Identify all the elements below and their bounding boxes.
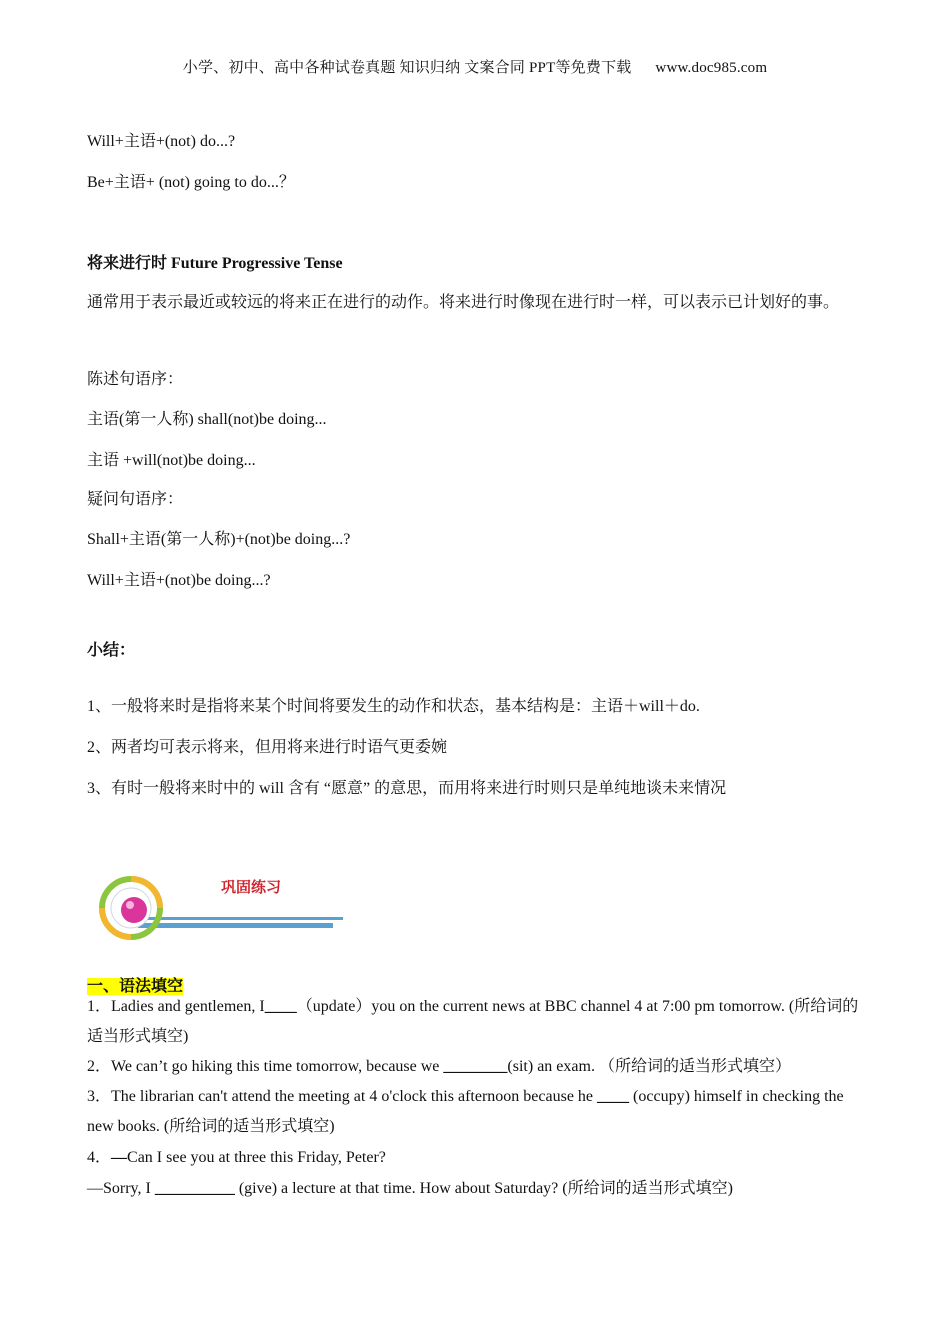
summary-item-1: 1、一般将来时是指将来某个时间将要发生的动作和状态，基本结构是：主语＋will＋do.: [87, 698, 700, 715]
statement-form-2: 主语 +will(not)be doing...: [87, 452, 256, 469]
section-title: 一、语法填空: [87, 978, 184, 995]
header-url[interactable]: www.doc985.com: [655, 60, 768, 76]
blank-4[interactable]: __________: [154, 1180, 235, 1197]
question-3: 3．The librarian can't attend the meeting at 4 o'clock this afternoon because he ____ (occupy) himself in checking the new books. (所给词的适当形式填空): [87, 1088, 844, 1135]
question-form-1: Shall+主语(第一人称)+(not)be doing...?: [87, 531, 351, 548]
blank-1[interactable]: ____: [264, 998, 297, 1015]
going-to-question-1: Will+主语+(not) do...?: [87, 133, 236, 150]
statement-form-1: 主语(第一人称) shall(not)be doing...: [87, 411, 327, 428]
question-1: 1．Ladies and gentlemen, I____（update）you on the current news at BBC channel 4 at 7:00 pm tomorrow. (所给词的适当形式填空): [87, 998, 859, 1045]
going-to-question-2: Be+主语+ (not) going to do...？: [87, 174, 295, 191]
ball-pink: [121, 897, 147, 923]
practice-banner-title: 巩固练习: [221, 878, 282, 896]
summary-item-2: 2、两者均可表示将来，但用将来进行时语气更委婉: [87, 739, 448, 756]
question-label: 疑问句语序：: [87, 491, 184, 508]
question-4: 4．—Can I see you at three this Friday, Peter?: [87, 1149, 386, 1166]
banner-line-top: [138, 917, 343, 920]
blank-3[interactable]: ____: [597, 1088, 630, 1105]
page-header: [0, 56, 950, 77]
question-form-2: Will+主语+(not)be doing...?: [87, 572, 271, 589]
header-text: 小学、初中、高中各种试卷真题 知识归纳 文案合同 PPT等免费下载: [182, 60, 632, 76]
future-progressive-title: 将来进行时 Future Progressive Tense: [87, 255, 343, 272]
summary-title: 小结：: [87, 642, 136, 659]
question-2: 2．We can’t go hiking this time tomorrow, because we ________(sit) an exam. （所给词的适当形式填空）: [87, 1058, 791, 1075]
question-4-answer: —Sorry, I __________ (give) a lecture at that time. How about Saturday? (所给词的适当形式填空): [87, 1180, 733, 1197]
banner-line-bottom: [138, 923, 333, 928]
statement-label: 陈述句语序：: [87, 371, 184, 388]
blank-2[interactable]: ________: [443, 1058, 508, 1075]
future-progressive-description: 通常用于表示最近或较远的将来正在进行的动作。将来进行时像现在进行时一样，可以表示已计划好的事。: [87, 294, 840, 311]
summary-item-3: 3、有时一般将来时中的 will 含有 “愿意” 的意思，而用将来进行时则只是单纯地谈未来情况: [87, 780, 727, 797]
